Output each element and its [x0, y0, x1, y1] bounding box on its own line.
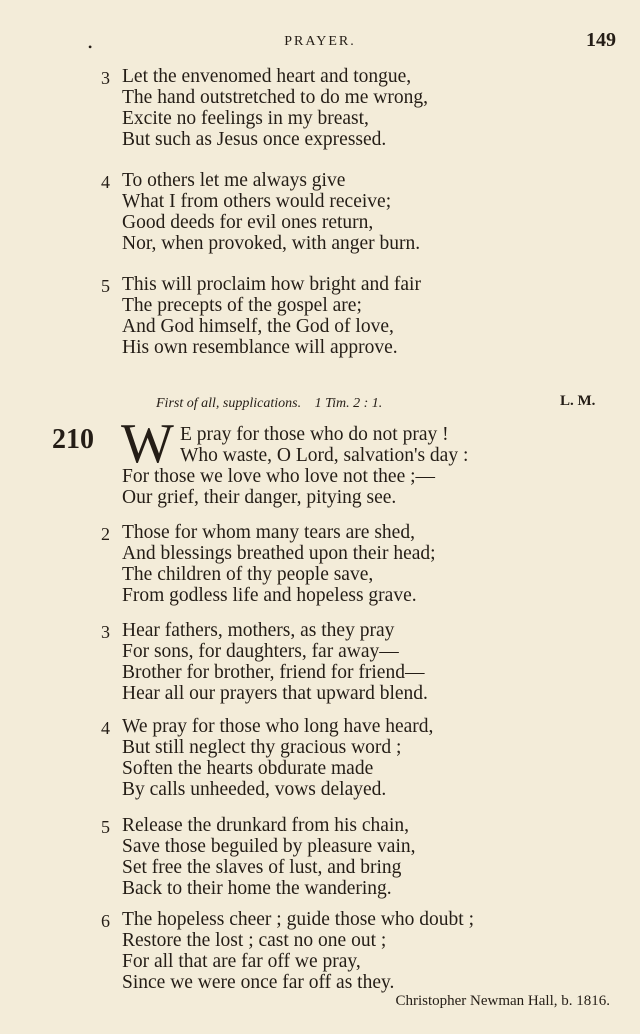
verse-line: Since we were once far off as they.: [122, 972, 395, 993]
stanza-number: 4: [101, 172, 110, 192]
hymn-number: 210: [52, 424, 94, 455]
verse-line: For sons, for daughters, far away—: [122, 641, 399, 662]
page-number: 149: [586, 29, 616, 51]
verse-line: The hopeless cheer ; guide those who doubt ;: [122, 909, 474, 930]
verse-line: Let the envenomed heart and tongue,: [122, 66, 412, 87]
verse-line: But still neglect thy gracious word ;: [122, 737, 402, 758]
verse-line: Hear all our prayers that upward blend.: [122, 683, 428, 704]
verse-line: Set free the slaves of lust, and bring: [122, 857, 402, 878]
stanza-number: 3: [101, 622, 110, 642]
verse-line: From godless life and hopeless grave.: [122, 585, 417, 606]
verse-line: Nor, when provoked, with anger burn.: [122, 233, 421, 254]
verse-line: This will proclaim how bright and fair: [122, 274, 421, 295]
verse-line: Our grief, their danger, pitying see.: [122, 487, 397, 508]
verse-line: We pray for those who long have heard,: [122, 716, 434, 737]
verse-line: To others let me always give: [122, 170, 346, 191]
scripture-citation: 1 Tim. 2 : 1.: [314, 396, 383, 411]
stanza-number: 3: [101, 68, 110, 88]
page-header-title: PRAYER.: [284, 34, 356, 49]
stanza-number: 4: [101, 718, 110, 738]
verse-line: Good deeds for evil ones return,: [122, 212, 374, 233]
hymn-author: Christopher Newman Hall, b. 1816.: [395, 993, 610, 1009]
verse-line: Release the drunkard from his chain,: [122, 815, 409, 836]
verse-line: And God himself, the God of love,: [122, 316, 394, 337]
verse-line: Soften the hearts obdurate made: [122, 758, 374, 779]
verse-line: Restore the lost ; cast no one out ;: [122, 930, 387, 951]
stanza-number: 6: [101, 911, 110, 931]
stanza-number: 2: [101, 524, 110, 544]
verse-line: E pray for those who do not pray !: [180, 424, 449, 445]
verse-line: The hand outstretched to do me wrong,: [122, 87, 428, 108]
verse-line: By calls unheeded, vows delayed.: [122, 779, 387, 800]
drop-cap-letter: W: [121, 413, 174, 475]
verse-line: What I from others would receive;: [122, 191, 392, 212]
verse-line: Who waste, O Lord, salvation's day :: [180, 445, 469, 466]
scripture-text: First of all, supplications.: [156, 396, 302, 411]
stanza-number: 5: [101, 276, 110, 296]
verse-line: But such as Jesus once expressed.: [122, 129, 387, 150]
scripture-reference: [156, 396, 382, 412]
verse-line: Hear fathers, mothers, as they pray: [122, 620, 395, 641]
verse-line: The precepts of the gospel are;: [122, 295, 362, 316]
verse-line: Those for whom many tears are shed,: [122, 522, 415, 543]
verse-line: His own resemblance will approve.: [122, 337, 398, 358]
verse-line: And blessings breathed upon their head;: [122, 543, 436, 564]
stanza-number: 5: [101, 817, 110, 837]
verse-line: Back to their home the wandering.: [122, 878, 392, 899]
hymn-meter: L. M.: [560, 393, 596, 409]
verse-line: For all that are far off we pray,: [122, 951, 361, 972]
header-dot: •: [88, 40, 93, 54]
verse-line: Excite no feelings in my breast,: [122, 108, 369, 129]
verse-line: The children of thy people save,: [122, 564, 374, 585]
verse-line: For those we love who love not thee ;—: [122, 466, 436, 487]
verse-line: Save those beguiled by pleasure vain,: [122, 836, 416, 857]
verse-line: Brother for brother, friend for friend—: [122, 662, 425, 683]
